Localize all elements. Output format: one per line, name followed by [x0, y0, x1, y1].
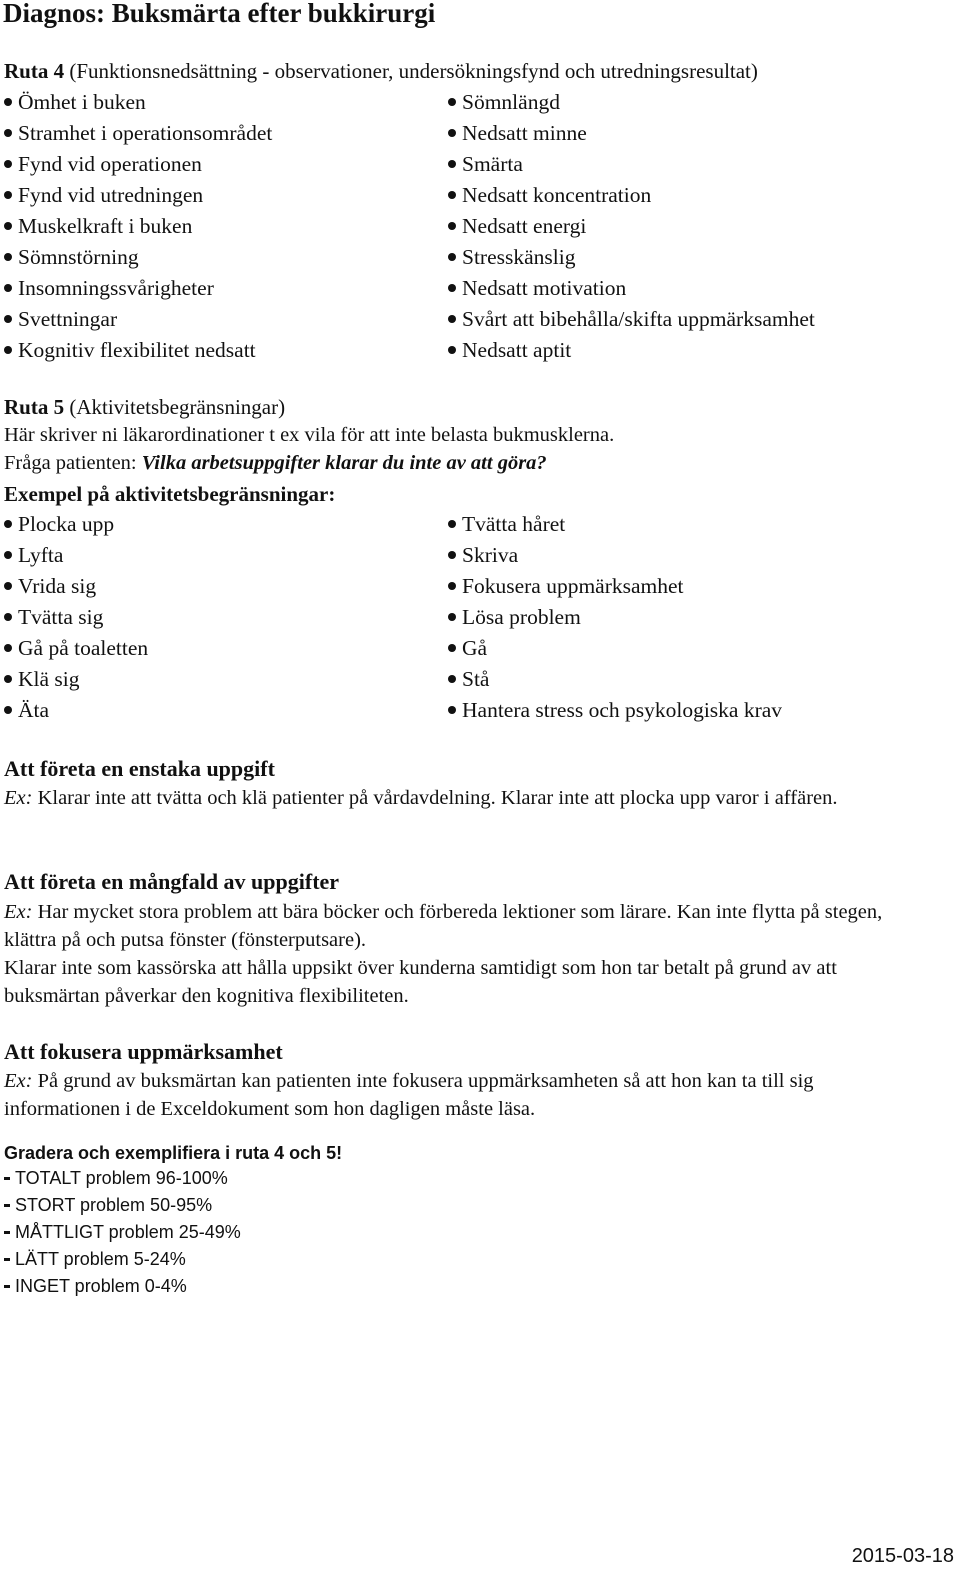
ruta5-subtitle: (Aktivitetsbegränsningar) [69, 395, 286, 419]
section-text: Ex: På grund av buksmärtan kan patienten inte fokusera uppmärksamheten så att hon kan ta till sig informationen i de Exceldokument som hon dagligen måste läsa. [4, 1070, 814, 1120]
bullet-icon [4, 644, 12, 652]
bullet-icon [4, 253, 12, 261]
ruta5-instruction: Här skriver ni läkarordinationer t ex vila för att inte belasta bukmusklerna. [4, 424, 615, 446]
ruta4-label: Ruta 4 [4, 59, 65, 83]
dash-icon [4, 1258, 10, 1261]
list-item: Svettningar Svårt att bibehålla/skifta uppmärksamhet [0, 307, 960, 338]
bullet-icon [4, 98, 12, 106]
dash-icon [4, 1204, 10, 1207]
dash-icon [4, 1177, 10, 1180]
list-item: MÅTTLIGT problem 25-49% [4, 1222, 241, 1249]
ruta5-list [0, 512, 960, 729]
bullet-icon [4, 675, 12, 683]
bullet-icon [4, 613, 12, 621]
dash-icon [4, 1285, 10, 1288]
list-item: LÄTT problem 5-24% [4, 1249, 241, 1276]
section-text: Klarar inte som kassörska att hålla uppsikt över kunderna samtidigt som hon tar betalt på grund av att buksmärtan påverkar den kognitiva flexibiliteten. [4, 957, 837, 1007]
bullet-icon [4, 582, 12, 590]
list-item: TOTALT problem 96-100% [4, 1168, 241, 1195]
list-item: Ömhet i buken Sömnlängd [0, 90, 960, 121]
bullet-icon [448, 551, 456, 559]
bullet-icon [448, 520, 456, 528]
section-heading: Att fokusera uppmärksamhet [4, 1039, 283, 1064]
list-item: Plocka upp Tvätta håret [0, 512, 960, 543]
list-item: Sömnstörning Stresskänslig [0, 245, 960, 276]
list-item: Lyfta Skriva [0, 543, 960, 574]
list-item: Gå på toaletten Gå [0, 636, 960, 667]
footer-date: 2015-03-18 [851, 1545, 954, 1567]
list-item: Insomningssvårigheter Nedsatt motivation [0, 276, 960, 307]
ruta4-list [0, 90, 960, 369]
bullet-icon [4, 520, 12, 528]
page-title: Diagnos: Buksmärta efter bukkirurgi [3, 0, 436, 28]
list-item: Äta Hantera stress och psykologiska krav [0, 698, 960, 729]
list-item: Fynd vid operationen Smärta [0, 152, 960, 183]
list-item: Fynd vid utredningen Nedsatt koncentration [0, 183, 960, 214]
list-item: Vrida sig Fokusera uppmärksamhet [0, 574, 960, 605]
bullet-icon [4, 706, 12, 714]
list-item: Muskelkraft i buken Nedsatt energi [0, 214, 960, 245]
ruta5-label: Ruta 5 [4, 395, 65, 419]
bullet-icon [448, 582, 456, 590]
ruta5-question: Fråga patienten: Vilka arbetsuppgifter klarar du inte av att göra? [4, 452, 547, 474]
bullet-icon [4, 551, 12, 559]
section-text: Ex: Klarar inte att tvätta och klä patienter på vårdavdelning. Klarar inte att plocka upp varor i affären. [4, 787, 838, 809]
examples-heading: Exempel på aktivitetsbegränsningar: [4, 482, 336, 506]
bullet-icon [448, 98, 456, 106]
bullet-icon [4, 284, 12, 292]
ruta4-subtitle: (Funktionsnedsättning - observationer, undersökningsfynd och utredningsresultat) [69, 59, 758, 83]
list-item: Klä sig Stå [0, 667, 960, 698]
bullet-icon [448, 675, 456, 683]
grading-title: Gradera och exemplifiera i ruta 4 och 5! [4, 1143, 343, 1163]
bullet-icon [448, 346, 456, 354]
section-heading: Att företa en enstaka uppgift [4, 756, 275, 781]
list-item: INGET problem 0-4% [4, 1276, 241, 1303]
bullet-icon [4, 191, 12, 199]
ruta4-header [4, 59, 758, 84]
bullet-icon [448, 191, 456, 199]
bullet-icon [4, 346, 12, 354]
bullet-icon [4, 315, 12, 323]
bullet-icon [4, 222, 12, 230]
section-heading: Att företa en mångfald av uppgifter [4, 869, 340, 894]
list-item: Kognitiv flexibilitet nedsatt Nedsatt aptit [0, 338, 960, 369]
bullet-icon [4, 129, 12, 137]
bullet-icon [448, 644, 456, 652]
ruta5-header [4, 395, 285, 420]
bullet-icon [448, 129, 456, 137]
bullet-icon [448, 253, 456, 261]
bullet-icon [448, 160, 456, 168]
list-item: Stramhet i operationsområdet Nedsatt minne [0, 121, 960, 152]
grading-list [4, 1168, 241, 1303]
bullet-icon [448, 284, 456, 292]
dash-icon [4, 1231, 10, 1234]
bullet-icon [448, 613, 456, 621]
bullet-icon [4, 160, 12, 168]
bullet-icon [448, 706, 456, 714]
list-item: Tvätta sig Lösa problem [0, 605, 960, 636]
bullet-icon [448, 222, 456, 230]
section-text: Ex: Har mycket stora problem att bära böcker och förbereda lektioner som lärare. Kan inte flytta på stegen, klättra på och putsa fönster (fönsterputsare). [4, 901, 883, 951]
bullet-icon [448, 315, 456, 323]
list-item: STORT problem 50-95% [4, 1195, 241, 1222]
